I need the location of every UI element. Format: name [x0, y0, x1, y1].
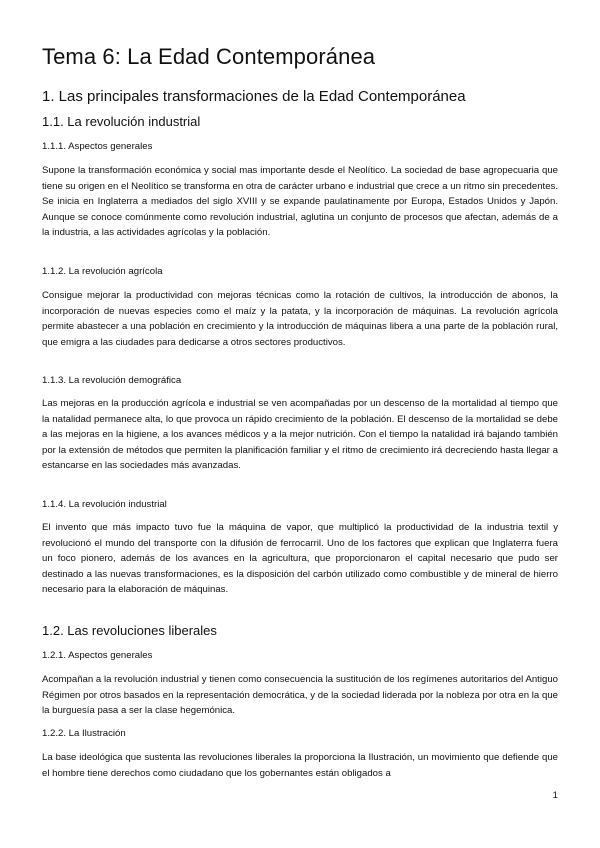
section-1-2-2-heading: 1.2.2. La Ilustración — [42, 728, 126, 739]
page-number: 1 — [552, 790, 558, 801]
section-1-1-4-paragraph: El invento que más impacto tuvo fue la máquina de vapor, que multiplicó la productividad de la industria textil y revolucionó el mundo del transporte con la difusión de ferrocarril. Uno de los factores que explican que Inglaterra fuera un foco pionero, además de los avances en la agricultura, que proporcionaron el capital necesario que pudo ser destinado a las nuevas transformaciones, es la disposición del carbón utilizado como combustible y de mineral de hierro necesario para la elaboración de máquinas. — [42, 522, 558, 595]
section-1-1-4-heading: 1.1.4. La revolución industrial — [42, 499, 167, 510]
section-1-2-heading: 1.2. Las revoluciones liberales — [42, 623, 217, 638]
section-1-2-2-paragraph: La base ideológica que sustenta las revoluciones liberales la proporciona la Ilustración, un movimiento que defiende que el hombre tiene derechos como ciudadano que los gobernantes están obligados a — [42, 752, 558, 779]
section-1-1-2-heading: 1.1.2. La revolución agrícola — [42, 266, 163, 277]
section-1-1-3-heading: 1.1.3. La revolución demográfica — [42, 375, 182, 386]
section-1-1-heading: 1.1. La revolución industrial — [42, 114, 201, 129]
section-1-1-2-paragraph: Consigue mejorar la productividad con mejoras técnicas como la rotación de cultivos, la introducción de abonos, la incorporación de nuevas especies como el maíz y la patata, y la incorporación de máquinas. La revolución agrícola permite abastecer a una población en crecimiento y la introducción de máquinas libera a una parte de la población rural, que emigra a las ciudades para dedicarse a otros sectores productivos. — [42, 290, 558, 348]
section-1-1-1-paragraph: Supone la transformación económica y social mas importante desde el Neolítico. La sociedad de base agropecuaria que tiene su origen en el Neolítico se transforma en otra de carácter urbano e industrial que crece a un ritmo sin precedentes. Se inicia en Inglaterra a mediados del siglo XVIII y se expande paulatinamente por Europa, Estados Unidos y Japón. Aunque se conoce comúnmente como revolución industrial, aglutina un conjunto de procesos que afectan, además de a la industria, a las actividades agrícolas y la población. — [42, 165, 558, 238]
section-1-1-3-paragraph: Las mejoras en la producción agrícola e industrial se ven acompañadas por un descenso de la mortalidad al tiempo que la natalidad permanece alta, lo que provoca un rápido crecimiento de la población. El descenso de la mortalidad se debe a las mejoras en la higiene, a los avances médicos y a la mejor nutrición. Con el tiempo la natalidad irá bajando también por la extensión de métodos que permiten la planificación familiar y el ritmo de crecimiento irá decreciendo hasta llegar a estancarse en las sociedades más avanzadas. — [42, 398, 558, 471]
section-1-2-1-paragraph: Acompañan a la revolución industrial y tienen como consecuencia la sustitución de los regímenes autoritarios del Antiguo Régimen por otros basados en la representación democrática, y de la sociedad liderada por la nobleza por otra en la que la burguesía pasa a ser la clase hegemónica. — [42, 674, 558, 716]
document-title: Tema 6: La Edad Contemporánea — [42, 44, 376, 69]
section-1-2-1-heading: 1.2.1. Aspectos generales — [42, 650, 153, 661]
section-1-heading: 1. Las principales transformaciones de la Edad Contemporánea — [42, 88, 466, 105]
section-1-1-1-heading: 1.1.1. Aspectos generales — [42, 141, 153, 152]
